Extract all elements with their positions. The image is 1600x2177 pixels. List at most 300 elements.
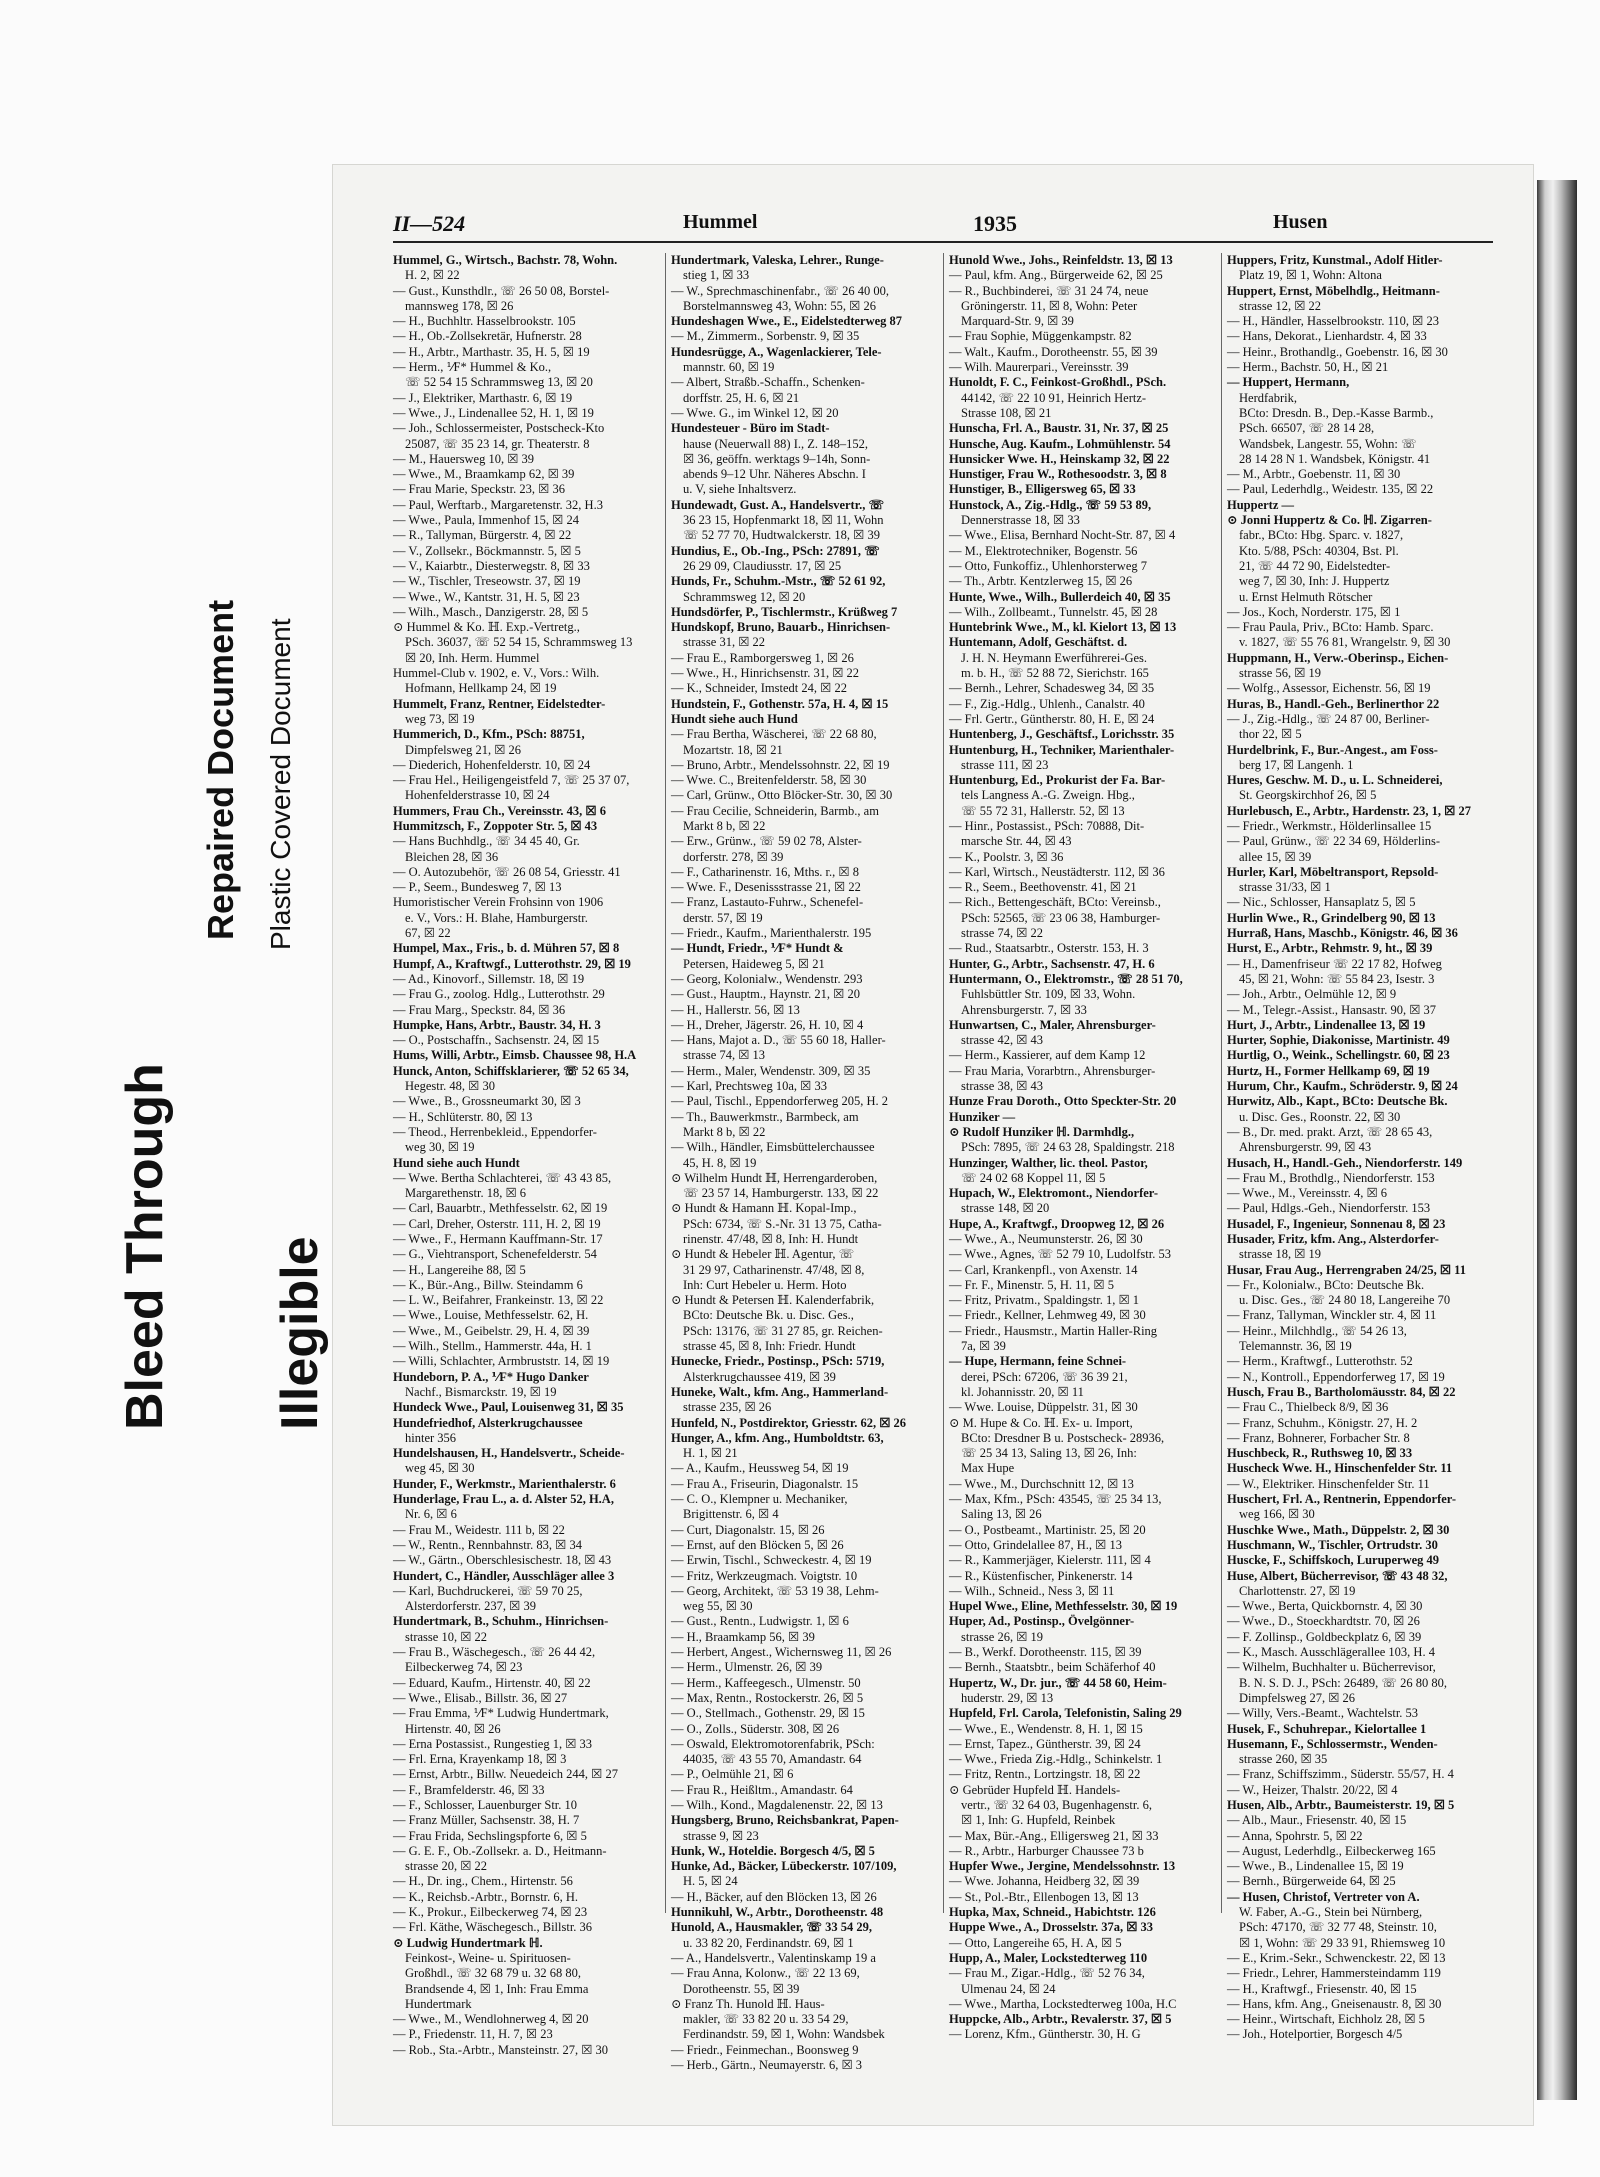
directory-entry-line: Hundertmark, Valeska, Lehrer., Runge- [671,253,884,267]
directory-entry-line: — Joh., Schlossermeister, Postscheck-Kto [393,421,605,436]
directory-entry-line: Huppmann, H., Verw.-Oberinsp., Eichen- [1227,650,1449,665]
directory-entry-line: Hundertmark [405,1996,472,2011]
directory-entry-line: Hurwitz, Alb., Kapt., BCto: Deutsche Bk. [1227,1094,1448,1109]
directory-entry-line: Humpel, Max., Fris., b. d. Mühren 57, ☒ 8 [393,941,620,956]
directory-entry-line: — Rob., Sta.-Arbtr., Mansteinstr. 27, ☒ 30 [393,2042,609,2057]
directory-entry-line: 7a, ☒ 39 [961,1339,1006,1354]
directory-entry-line: mannsweg 178, ☒ 26 [405,298,514,313]
directory-entry-line: — Wwe., Elisa, Bernhard Nocht-Str. 87, ☒ 4 [949,528,1176,543]
directory-entry-line: Ahrensburgerstr. 99, ☒ 43 [1239,1140,1372,1155]
directory-entry-line: — Frau Paula, Priv., BCto: Hamb. Sparc. [1227,620,1434,635]
directory-entry-line: Wandsbek, Langestr. 55, Wohn: ☏ [1239,436,1417,451]
directory-entry-line: Hupka, Max, Schneid., Habichtstr. 126 [949,1905,1156,1920]
directory-entry-line: — H., Damenfriseur ☏ 22 17 82, Hofweg [1227,956,1442,971]
directory-entry-line: Husadel, F., Ingenieur, Sonnenau 8, ☒ 23 [1227,1216,1446,1231]
directory-entry-line: Eilbeckerweg 74, ☒ 23 [405,1660,523,1675]
directory-entry-line: Hungsberg, Bruno, Reichsbankrat, Papen- [671,1813,899,1828]
directory-entry-line: dorffstr. 25, H. 6, ☒ 21 [683,390,800,405]
directory-entry-line: PSch: 52565, ☏ 23 06 38, Hamburger- [961,910,1161,925]
directory-entry-line: — Franz, Lastauto-Fuhrw., Schenefel- [671,895,864,910]
directory-entry-line: Humpke, Hans, Arbtr., Baustr. 34, H. 3 [393,1017,601,1032]
directory-entry-line: BCto: Dresdner B u. Postscheck- 28936, [961,1430,1165,1445]
directory-entry-line: strasse 38, ☒ 43 [961,1079,1044,1094]
directory-entry-line: PSch: 13176, ☏ 31 27 85, gr. Reichen- [683,1323,883,1338]
directory-entry-line: makler, ☏ 33 82 20 u. 33 54 29, [683,2012,849,2027]
directory-entry-line: Huntenburg, H., Techniker, Marienthaler- [949,742,1175,757]
directory-entry-line: — O., Stellmach., Gothenstr. 29, ☒ 15 [671,1706,865,1721]
directory-entry-line: Brandsende 4, ☒ 1, Inh: Frau Emma [405,1981,589,1996]
directory-entry-line: u. 33 82 20, Ferdinandstr. 69, ☒ 1 [683,1935,854,1950]
directory-entry-line: — Ernst, Arbtr., Billw. Neuedeich 244, ☒ 27 [393,1767,618,1782]
directory-entry-line: — Fritz, Privatm., Spaldingstr. 1, ☒ 1 [949,1293,1140,1308]
directory-entry-line: Hundeck Wwe., Paul, Louisenweg 31, ☒ 35 [393,1400,624,1415]
directory-entry-line: Huppertz — [1227,497,1295,512]
directory-entry-line: — Wilh., Zollbeamt., Tunnelstr. 45, ☒ 28 [949,604,1158,619]
directory-entry-line: Hummelt, Franz, Rentner, Eidelstedter- [393,696,606,711]
directory-entry-line: Husch, Frau B., Bartholomäusstr. 84, ☒ 22 [1227,1384,1456,1399]
directory-entry-line: Hums, Willi, Arbtr., Eimsb. Chaussee 98, H.A [393,1048,637,1063]
directory-entry-line: — Heinr., Wirtschaft, Eichholz 28, ☒ 5 [1227,2012,1425,2027]
directory-entry-line: ☒ 1, Wohn: ☏ 29 33 91, Rhiemsweg 10 [1239,1935,1446,1950]
directory-entry-line: u. V, siehe Inhaltsverz. [683,482,797,497]
directory-entry-line: — Frau M., Brothdlg., Niendorferstr. 153 [1227,1170,1435,1185]
directory-entry-line: Inh: Curt Hebeler u. Herm. Hoto [683,1277,847,1292]
directory-entry-line: — V., Zollsekr., Böckmannstr. 5, ☒ 5 [393,543,581,558]
directory-entry-line: — Wilh., Händler, Eimsbüttelerchaussee [671,1140,875,1155]
directory-entry-line: 21, ☏ 44 72 90, Eidelstedter- [1239,558,1391,573]
directory-entry-line: — Nic., Schlosser, Hansaplatz 5, ☒ 5 [1227,895,1416,910]
directory-entry-line: Hunder, F., Werkmstr., Marienthalerstr. 6 [393,1476,616,1491]
directory-entry-line: Hupfeld, Frl. Carola, Telefonistin, Saling 29 [949,1706,1182,1721]
directory-entry-line: — Frau Marg., Speckstr. 84, ☒ 36 [393,1002,566,1017]
directory-entry-line: — Paul, Hdlgs.-Geh., Niendorferstr. 153 [1227,1201,1431,1216]
directory-entry-line: Huse, Albert, Bücherrevisor, ☏ 43 48 32, [1227,1568,1448,1583]
directory-entry-line: — Otto, Grindelallee 87, H., ☒ 13 [949,1537,1122,1552]
directory-entry-line: weg 30, ☒ 19 [405,1140,475,1155]
directory-entry-line: — K., Masch. Ausschlägerallee 103, H. 4 [1227,1645,1435,1660]
header-last-entry: Husen [1273,211,1328,233]
directory-entry-line: Dennerstrasse 18, ☒ 33 [961,513,1080,528]
directory-entry-line: — Erwin, Tischl., Schweckestr. 4, ☒ 19 [671,1553,872,1568]
directory-entry-line: — V., Kaiarbtr., Diesterwegstr. 8, ☒ 33 [393,558,590,573]
directory-entry-line: — Frl. Gertr., Güntherstr. 80, H. E, ☒ 24 [949,711,1155,726]
directory-entry-line: ⊙ Hummel & Ko. ℍ. Exp.-Vertretg., [393,620,580,635]
directory-entry-line: strasse 9, ☒ 23 [683,1828,759,1843]
directory-entry-line: — Paul, Lederhdlg., Weidestr. 135, ☒ 22 [1227,482,1434,497]
directory-entry-line: Hunter, G., Arbtr., Sachsenstr. 47, H. 6 [949,956,1155,971]
directory-entry-line: Hunk, W., Hoteldie. Borgesch 4/5, ☒ 5 [671,1843,875,1858]
directory-entry-line: — R., Seem., Beethovenstr. 41, ☒ 21 [949,880,1137,895]
directory-entry-line: rinenstr. 47/48, ☒ 8, Inh: H. Hundt [683,1232,859,1246]
directory-entry-line: Hunds, Fr., Schuhm.-Mstr., ☏ 52 61 92, [671,574,886,589]
directory-entry-line: — Fr., Kolonialw., BCto: Deutsche Bk. [1227,1277,1425,1292]
directory-entry-line: — Hinr., Postassist., PSch: 70888, Dit- [949,818,1145,833]
directory-entry-line: — K., Prokur., Eilbeckerweg 74, ☒ 23 [393,1905,588,1920]
directory-entry-line: — R., Buchbinderei, ☏ 31 24 74, neue [949,283,1149,298]
directory-entry-line: — Hans, Dekorat., Lienhardstr. 4, ☒ 33 [1227,329,1427,344]
directory-entry-line: — Otto, Funkoffiz., Uhlenhorsterweg 7 [949,558,1148,573]
directory-entry-line: — Carl, Dreher, Osterstr. 111, H. 2, ☒ 19 [393,1216,601,1231]
directory-entry-line: kl. Johannisstr. 20, ☒ 11 [961,1384,1084,1399]
directory-entry-line: Hunzinger, Walther, lic. theol. Pastor, [949,1155,1148,1170]
directory-entry-line: ⊙ Gebrüder Hupfeld ℍ. Handels- [949,1782,1121,1797]
directory-entry-line: Hummel, G., Wirtsch., Bachstr. 78, Wohn. [393,253,618,267]
directory-entry-line: St. Georgskirchhof 26, ☒ 5 [1239,788,1377,803]
directory-entry-line: — Paul, Werftarb., Margaretenstr. 32, H.3 [393,497,603,512]
directory-entry-line: — W., Gärtn., Oberschlesischestr. 18, ☒ 43 [393,1553,612,1568]
directory-entry-line: — Husen, Christof, Vertreter von A. [1227,1889,1420,1904]
directory-entry-line: — Heinr., Milchhdlg., ☏ 54 26 13, [1227,1323,1407,1338]
directory-entry-line: Hunziker — [949,1109,1016,1124]
directory-entry-line: Hundesrügge, A., Wagenlackierer, Tele- [671,344,882,359]
directory-entry-line: — W., Heizer, Thalstr. 20/22, ☒ 4 [1227,1782,1398,1797]
directory-entry-line: — Fr. F., Minenstr. 5, H. 11, ☒ 5 [949,1277,1114,1292]
directory-entry-line: Huppe Wwe., A., Drosselstr. 37a, ☒ 33 [949,1920,1154,1935]
directory-entry-line: 31 29 97, Catharinenstr. 47/48, ☒ 8, [683,1262,865,1277]
directory-entry-line: — Wilh., Stellm., Hammerstr. 44a, H. 1 [393,1339,592,1354]
directory-entry-line: — H., Schlüterstr. 80, ☒ 13 [393,1109,533,1124]
directory-entry-line: — Willi, Schlachter, Armbruststr. 14, ☒ 19 [393,1354,610,1369]
directory-column-4 [1227,253,1495,2042]
directory-entry-line: — Paul, Grünw., ☏ 22 34 69, Hölderlins- [1227,834,1441,849]
directory-entry-line: — Fritz, Rentn., Lortzingstr. 18, ☒ 22 [949,1767,1141,1782]
directory-entry-line: — Hans, Majot a. D., ☏ 55 60 18, Haller- [671,1033,886,1048]
directory-entry-line: — Wwe. Bertha Schlachterei, ☏ 43 43 85, [393,1170,612,1185]
directory-entry-line: — Jos., Koch, Norderstr. 175, ☒ 1 [1227,604,1401,619]
directory-entry-line: Huntenburg, Ed., Prokurist der Fa. Bar- [949,773,1166,788]
directory-entry-line: Husen, Alb., Arbtr., Baumeisterstr. 19, ☒ 5 [1227,1797,1455,1812]
directory-entry-line: — Franz, Schiffszimm., Süderstr. 55/57, H. 4 [1227,1767,1454,1782]
directory-entry-line: ☒ 36, geöffn. werktags 9–14h, Sonn- [683,451,871,466]
directory-entry-line: — R., Arbtr., Harburger Chaussee 73 b [949,1843,1144,1858]
annotation-labels [95,420,329,1470]
directory-entry-line: PSch. 66507, ☏ 28 14 28, [1239,421,1375,436]
directory-entry-line: — Frau Sophie, Müggenkampstr. 82 [949,329,1132,344]
directory-entry-line: — H., Ob.-Zollsekretär, Hufnerstr. 28 [393,329,582,344]
directory-entry-line: Hunold Wwe., Johs., Reinfeldstr. 13, ☒ 13 [949,253,1173,267]
directory-entry-line: — W., Tischler, Treseowstr. 37, ☒ 19 [393,574,581,589]
directory-entry-line: Hohenfelderstrasse 10, ☒ 24 [405,788,550,803]
directory-entry-line: strasse 31/33, ☒ 1 [1239,880,1331,895]
directory-entry-line: v. 1827, ☏ 55 76 81, Wrangelstr. 9, ☒ 30 [1239,635,1451,650]
directory-entry-line: — N., Kontroll., Eppendorferweg 17, ☒ 19 [1227,1369,1445,1384]
directory-entry-line: — A., Handelsvertr., Valentinskamp 19 a [671,1950,876,1965]
directory-entry-line: ☒ 1, Inh: G. Hupfeld, Reinbek [961,1813,1116,1828]
directory-entry-line: Hunck, Anton, Schiffsklarierer, ☏ 52 65 34, [393,1063,629,1078]
directory-entry-line: — Wilhelm, Buchhalter u. Bücherrevisor, [1227,1660,1436,1675]
directory-entry-line: Ferdinandstr. 59, ☒ 1, Wohn: Wandsbek [683,2027,885,2042]
directory-entry-line: — M., Hauersweg 10, ☒ 39 [393,451,535,466]
directory-entry-line: Humpf, A., Kraftwgf., Lutterothstr. 29, ☒ 19 [393,956,631,971]
directory-entry-line: strasse 260, ☒ 35 [1239,1752,1328,1767]
directory-entry-line: Huscheck Wwe. H., Hinschenfelder Str. 11 [1227,1461,1453,1476]
directory-entry-line: 36 23 15, Hopfenmarkt 18, ☒ 11, Wohn [683,513,884,528]
directory-entry-line: Hundelshausen, H., Handelsvertr., Scheide- [393,1446,625,1461]
directory-entry-line: Mozartstr. 18, ☒ 21 [683,742,783,757]
directory-column-3 [949,253,1217,2042]
directory-entry-line: — F., Schlosser, Lauenburger Str. 10 [393,1797,578,1812]
directory-entry-line: Huntemann, Adolf, Geschäftst. d. [949,635,1128,650]
directory-entry-line: u. Disc. Ges., Roonstr. 22, ☒ 30 [1239,1109,1401,1124]
directory-entry-line: Hurraß, Hans, Maschb., Königstr. 46, ☒ 36 [1227,926,1458,941]
directory-entry-line: berg 17, ☒ Langenh. 1 [1239,757,1354,772]
directory-entry-line: — Herm., Kassierer, auf dem Kamp 12 [949,1048,1146,1063]
directory-entry-line: Huppcke, Alb., Arbtr., Revalerstr. 37, ☒ 5 [949,2012,1172,2027]
directory-entry-line: — G. E. F., Ob.-Zollsekr. a. D., Heitmann- [393,1843,607,1858]
directory-entry-line: Hunte, Wwe., Wilh., Bullerdeich 40, ☒ 35 [949,589,1171,604]
header-year: 1935 [973,211,1017,236]
directory-entry-line: — W., Elektriker. Hinschenfelder Str. 11 [1227,1476,1430,1491]
directory-entry-line: Hunger, A., kfm. Ang., Humboldtstr. 63, [671,1430,884,1445]
directory-entry-line: Hummel-Club v. 1902, e. V., Vors.: Wilh. [393,666,600,681]
directory-entry-line: Dimpfelsweg 27, ☒ 26 [1239,1690,1356,1705]
directory-entry-line: B. N. S. D. J., PSch: 26489, ☏ 26 80 80, [1239,1675,1448,1690]
directory-entry-line: Hurum, Chr., Kaufm., Schröderstr. 9, ☒ 24 [1227,1079,1458,1094]
directory-entry-line: — Theod., Herrenbekleid., Eppendorfer- [393,1124,597,1139]
directory-entry-line: — Lorenz, Kfm., Güntherstr. 30, H. G [949,2027,1141,2042]
directory-entry-line: Platz 19, ☒ 1, Wohn: Altona [1239,268,1382,283]
directory-entry-line: Huscke, F., Schiffskoch, Luruperweg 49 [1227,1553,1440,1568]
directory-entry-line: Hundefriedhof, Alsterkrugchaussee [393,1415,583,1430]
directory-entry-line: — Friedr., Lehrer, Hammersteindamm 119 [1227,1966,1441,1981]
directory-entry-line: — Frau Marie, Speckstr. 23, ☒ 36 [393,482,565,497]
directory-entry-line: tels Langness A.-G. Zweign. Hbg., [961,788,1135,803]
directory-entry-line: — Wwe. G., im Winkel 12, ☒ 20 [671,405,839,420]
directory-entry-line: — Gust., Rentn., Ludwigstr. 1, ☒ 6 [671,1614,849,1629]
directory-entry-line: thor 22, ☒ 5 [1239,727,1302,742]
directory-entry-line: J. H. N. Heymann Ewerführerei-Ges. [961,650,1148,665]
directory-entry-line: — Franz, Bohnerer, Forbacher Str. 8 [1227,1430,1410,1445]
directory-entry-line: Hundertmark, B., Schuhm., Hinrichsen- [393,1614,609,1629]
directory-entry-line: allee 15, ☒ 39 [1239,849,1312,864]
directory-entry-line: — H., Dreher, Jägerstr. 26, H. 10, ☒ 4 [671,1017,864,1032]
directory-entry-line: — Wwe., M., Braamkamp 62, ☒ 39 [393,467,575,482]
directory-entry-line: — Herm., Maler, Wendenstr. 309, ☒ 35 [671,1063,871,1078]
directory-entry-line: — Fritz, Werkzeugmach. Voigtstr. 10 [671,1568,858,1583]
directory-entry-line: — Max, Bür.-Ang., Elligersweg 21, ☒ 33 [949,1828,1159,1843]
directory-entry-line: — Frl. Käthe, Wäschegesch., Billstr. 36 [393,1920,593,1935]
directory-entry-line: weg 45, ☒ 30 [405,1461,475,1476]
directory-entry-line: Großhdl., ☏ 32 68 79 u. 32 68 80, [405,1966,582,1981]
directory-entry-line: — August, Lederhdlg., Eilbeckerweg 165 [1227,1843,1436,1858]
directory-entry-line: — Wwe., Frieda Zig.-Hdlg., Schinkelstr. 1 [949,1752,1163,1767]
directory-entry-line: Huschmann, W., Tischler, Ortrudstr. 30 [1227,1537,1438,1552]
directory-entry-line: ⊙ Ludwig Hundertmark ℍ. [393,1935,543,1950]
directory-entry-line: — Herm., Kaffeegesch., Ulmenstr. 50 [671,1675,861,1690]
directory-entry-line: — Gust., Kunsthdlr., ☏ 26 50 08, Borstel- [393,283,610,298]
directory-entry-line: Hegestr. 48, ☒ 30 [405,1079,496,1094]
directory-entry-line: Ahrensburgerstr. 7, ☒ 33 [961,1002,1087,1017]
directory-entry-line: — Wwe., B., Grossneumarkt 30, ☒ 3 [393,1094,581,1109]
directory-entry-line: Huschke Wwe., Math., Düppelstr. 2, ☒ 30 [1227,1522,1450,1537]
directory-entry-line: strasse 74, ☒ 13 [683,1048,766,1063]
directory-entry-line: — Frau M., Zigar.-Hdlg., ☏ 52 76 34, [949,1966,1145,1981]
directory-entry-line: — Wwe., M., Geibelstr. 29, H. 4, ☒ 39 [393,1323,590,1338]
directory-entry-line: BCto: Dresdn. B., Dep.-Kasse Barmb., [1239,405,1434,420]
directory-entry-line: — Hans, kfm. Ang., Gneisenaustr. 8, ☒ 30 [1227,1996,1442,2011]
directory-entry-line: strasse 26, ☒ 19 [961,1629,1044,1644]
directory-entry-line: — Wwe., M., Durchschnitt 12, ☒ 13 [949,1476,1134,1491]
directory-entry-line: — Hundt, Friedr., ⅟F* Hundt & [671,941,844,956]
directory-entry-line: — Wwe., J., Lindenallee 52, H. 1, ☒ 19 [393,405,594,420]
directory-entry-line: Husach, H., Handl.-Geh., Niendorferstr. 149 [1227,1155,1463,1170]
directory-entry-line: — M., Arbtr., Goebenstr. 11, ☒ 30 [1227,467,1401,482]
illegible-label: Illegible [271,1236,329,1430]
directory-entry-line: hinter 356 [405,1430,457,1445]
directory-entry-line: — G., Viehtransport, Schenefelderstr. 54 [393,1247,597,1262]
directory-entry-line: Hofmann, Hellkamp 24, ☒ 19 [405,681,557,696]
directory-entry-line: — Georg, Kolonialw., Wendenstr. 293 [671,971,863,986]
directory-entry-line: 28 14 28 N 1. Wandsbek, Königstr. 41 [1239,451,1431,466]
directory-entry-line: Hurt, J., Arbtr., Lindenallee 13, ☒ 19 [1227,1017,1426,1032]
directory-entry-line: strasse 31, ☒ 22 [683,635,766,650]
directory-entry-line: ⊙ Hundt & Hamann ℍ. Kopal-Imp., [671,1201,857,1216]
directory-entry-line: — Georg, Architekt, ☏ 53 19 38, Lehm- [671,1583,879,1598]
directory-entry-line: — Wwe., Agnes, ☏ 52 79 10, Ludolfstr. 53 [949,1247,1171,1262]
directory-entry-line: — Carl, Bauarbtr., Methfesselstr. 62, ☒ 19 [393,1201,608,1216]
directory-entry-line: Husader, Fritz, kfm. Ang., Alsterdorfer- [1227,1232,1439,1246]
directory-entry-line: — Frau Emma, ⅟F* Ludwig Hundertmark, [393,1706,609,1721]
directory-entry-line: strasse 12, ☒ 22 [1239,298,1322,313]
directory-entry-line: — E., Krim.-Sekr., Schwenckestr. 22, ☒ 13 [1227,1950,1446,1965]
directory-entry-line: — Erw., Grünw., ☏ 59 02 78, Alster- [671,834,862,849]
directory-entry-line: Huntebrink Wwe., M., kl. Kielort 13, ☒ 13 [949,620,1177,635]
directory-entry-line: — J., Elektriker, Marthastr. 6, ☒ 19 [393,390,573,405]
directory-entry-line: — Frau B., Wäschegesch., ☏ 26 44 42, [393,1645,596,1660]
directory-entry-line: — Wwe., D., Stoeckhardtstr. 70, ☒ 26 [1227,1614,1420,1629]
directory-entry-line: Hupel Wwe., Eline, Methfesselstr. 30, ☒ 19 [949,1599,1178,1614]
directory-entry-line: — Herbert, Angest., Wichernsweg 11, ☒ 26 [671,1645,892,1660]
directory-entry-line: 45, H. 8, ☒ 19 [683,1155,757,1170]
directory-entry-line: Hunsicker Wwe. H., Heinskamp 32, ☒ 22 [949,451,1170,466]
directory-entry-line: strasse 10, ☒ 22 [405,1629,488,1644]
directory-entry-line: — Hans Buchhdlg., ☏ 34 45 40, Gr. [393,834,580,849]
directory-entry-line: — Friedr., Kaufm., Marienthalerstr. 195 [671,926,872,941]
directory-entry-line: — F., Zig.-Hdlg., Uhlenh., Canalstr. 40 [949,696,1145,711]
directory-entry-line: — Paul, Tischl., Eppendorferweg 205, H. 2 [671,1094,888,1109]
directory-entry-line: — Wilh., Kond., Magdalenenstr. 22, ☒ 13 [671,1797,883,1812]
directory-entry-line: Markt 8 b, ☒ 22 [683,818,766,833]
directory-entry-line: fabr., BCto: Hbg. Sparc. v. 1827, [1239,528,1404,543]
directory-entry-line: — Anna, Spohrstr. 5, ☒ 22 [1227,1828,1363,1843]
directory-entry-line: Hummitzsch, F., Zoppoter Str. 5, ☒ 43 [393,818,598,833]
directory-entry-line: derei, PSch: 67206, ☏ 36 39 21, [961,1369,1128,1384]
directory-entry-line: — J., Zig.-Hdlg., ☏ 24 87 00, Berliner- [1227,711,1430,726]
directory-entry-line: Dimpfelsweg 21, ☒ 26 [405,742,522,757]
directory-entry-line: Hummerich, D., Kfm., PSch: 88751, [393,727,585,742]
directory-entry-line: ☏ 25 34 13, Saling 13, ☒ 26, Inh: [961,1446,1137,1461]
directory-entry-line: — St., Pol.-Btr., Ellenbogen 13, ☒ 13 [949,1889,1139,1904]
directory-entry-line: Huppers, Fritz, Kunstmal., Adolf Hitler- [1227,253,1443,267]
directory-entry-line: — Oswald, Elektromotorenfabrik, PSch: [671,1736,875,1751]
directory-entry-line: Feinkost-, Weine- u. Spirituosen- [405,1950,571,1965]
directory-entry-line: — Wwe., Berta, Quickbornstr. 4, ☒ 30 [1227,1599,1423,1614]
directory-entry-line: Hundskopf, Bruno, Bauarb., Hinrichsen- [671,620,891,635]
directory-entry-line: Hunfeld, N., Postdirektor, Griesstr. 62, ☒ 26 [671,1415,907,1430]
directory-entry-line: — B., Werkf. Dorotheenstr. 115, ☒ 39 [949,1645,1142,1660]
directory-entry-line: — R., Tallyman, Bürgerstr. 4, ☒ 22 [393,528,572,543]
directory-entry-line: — Erna Postassist., Rungestieg 1, ☒ 33 [393,1736,593,1751]
directory-entry-line: — Frau Hel., Heiligengeistfeld 7, ☏ 25 37 07, [393,773,630,788]
directory-entry-line: — Herm., Kraftwgf., Lutterothstr. 52 [1227,1354,1413,1369]
directory-entry-line: — Frau Maria, Vorarbtrn., Ahrensburger- [949,1063,1156,1078]
directory-entry-line: — B., Dr. med. prakt. Arzt, ☏ 28 65 43, [1227,1124,1433,1139]
directory-entry-line: ⊙ Jonni Huppertz & Co. ℍ. Zigarren- [1227,513,1432,528]
directory-entry-line: — Wwe., F., Hermann Kauffmann-Str. 17 [393,1232,603,1246]
directory-entry-line: dorferstr. 278, ☒ 39 [683,849,784,864]
directory-entry-line: — L. W., Beifahrer, Frankeinstr. 13, ☒ 22 [393,1293,604,1308]
directory-entry-line: — Albert, Straßb.-Schaffn., Schenken- [671,375,865,390]
directory-entry-line: Huneke, Walt., kfm. Ang., Hammerland- [671,1384,889,1399]
directory-column-1 [393,253,661,2057]
directory-entry-line: mannstr. 60, ☒ 19 [683,360,775,375]
directory-entry-line: Hunwartsen, C., Maler, Ahrensburger- [949,1017,1156,1032]
directory-entry-line: — Wwe. Louise, Düppelstr. 31, ☒ 30 [949,1400,1138,1415]
directory-entry-line: Hunoldt, F. C., Feinkost-Großhdl., PSch. [949,375,1167,390]
directory-entry-line: — Herb., Gärtn., Neumayerstr. 6, ☒ 3 [671,2058,863,2073]
directory-entry-line: 44035, ☏ 43 55 70, Amandastr. 64 [683,1752,862,1767]
directory-entry-line: — Friedr., Kellner, Lehmweg 49, ☒ 30 [949,1308,1146,1323]
directory-entry-line: — Friedr., Hausmstr., Martin Haller-Ring [949,1323,1158,1338]
directory-entry-line: — Diederich, Hohenfelderstr. 10, ☒ 24 [393,757,591,772]
directory-entry-line: Nachf., Bismarckstr. 19, ☒ 19 [405,1384,557,1399]
directory-entry-line: — Willy, Vers.-Beamt., Wachtelstr. 53 [1227,1706,1419,1721]
directory-entry-line: m. b. H., ☏ 52 88 72, Sierichstr. 165 [961,666,1149,681]
directory-entry-line: — Friedr., Feinmechan., Boonsweg 9 [671,2042,859,2057]
directory-entry-line: ⊙ Hundt & Petersen ℍ. Kalenderfabrik, [671,1293,875,1308]
directory-entry-line: — Karl, Prechtsweg 10a, ☒ 33 [671,1079,827,1094]
directory-entry-line: PSch: 6734, ☏ S.-Nr. 31 13 75, Catha- [683,1216,882,1231]
directory-entry-line: Huschbeck, R., Ruthsweg 10, ☒ 33 [1227,1446,1413,1461]
directory-entry-line: Hurdelbrink, F., Bur.-Angest., am Foss- [1227,742,1438,757]
directory-entry-line: ⊙ Wilhelm Hundt ℍ, Herrengarderoben, [671,1170,878,1185]
directory-entry-line: Hunscha, Frl. A., Baustr. 31, Nr. 37, ☒ 25 [949,421,1169,436]
directory-entry-line: Charlottenstr. 27, ☒ 19 [1239,1583,1356,1598]
directory-entry-line: Hunecke, Friedr., Postinsp., PSch: 5719, [671,1354,885,1369]
directory-entry-line: — Frau E., Ramborgersweg 1, ☒ 26 [671,650,854,665]
directory-entry-line: — Th., Arbtr. Kentzlerweg 15, ☒ 26 [949,574,1133,589]
directory-entry-line: — K., Bür.-Ang., Billw. Steindamm 6 [393,1277,583,1292]
directory-entry-line: — K., Reichsb.-Arbtr., Bornstr. 6, H. [393,1889,579,1904]
directory-entry-line: — Frau Cecilie, Schneiderin, Barmb., am [671,803,879,818]
directory-entry-line: Markt 8 b, ☒ 22 [683,1124,766,1139]
repaired-document-label: Repaired Document [200,599,241,940]
directory-entry-line: H. 2, ☒ 22 [405,268,460,283]
directory-entry-line: Hunnikuhl, W., Arbtr., Dorotheenstr. 48 [671,1905,884,1920]
directory-entry-line: — Walt., Kaufm., Dorotheenstr. 55, ☒ 39 [949,344,1158,359]
directory-entry-line: — Frau C., Thielbeck 8/9, ☒ 36 [1227,1400,1389,1415]
directory-entry-line: — P., Oelmühle 21, ☒ 6 [671,1767,794,1782]
directory-entry-line: — Ernst, Tapez., Güntherstr. 39, ☒ 24 [949,1736,1141,1751]
directory-entry-line: 26 29 09, Claudiusstr. 17, ☒ 25 [683,558,842,573]
directory-entry-line: ☏ 23 57 14, Hamburgerstr. 133, ☒ 22 [683,1186,879,1201]
directory-entry-line: Borstelmannsweg 43, Wohn: 55, ☒ 26 [683,298,876,313]
directory-entry-line: Husar, Frau Aug., Herrengraben 24/25, ☒ 11 [1227,1262,1466,1277]
directory-entry-line: — Frau Bertha, Wäscherei, ☏ 22 68 80, [671,727,877,742]
directory-entry-line: Huper, Ad., Postinsp., Övelgönner- [949,1614,1135,1629]
directory-entry-line: — Huppert, Hermann, [1227,375,1350,390]
page-header [393,205,1493,243]
directory-entry-line: — O., Postbeamt., Martinistr. 25, ☒ 20 [949,1522,1146,1537]
directory-entry-line: — Wwe. Johanna, Heidberg 32, ☒ 39 [949,1874,1140,1889]
directory-entry-line: — Frau A., Friseurin, Diagonalstr. 15 [671,1476,859,1491]
directory-entry-line: ⊙ Hundt & Hebeler ℍ. Agentur, ☏ [671,1247,855,1262]
directory-entry-line: — Wwe. C., Breitenfelderstr. 58, ☒ 30 [671,773,867,788]
directory-entry-line: Hurler, Karl, Möbeltransport, Repsold- [1227,864,1439,879]
directory-entry-line: — Frau R., Heißltm., Amandastr. 64 [671,1782,853,1797]
directory-entry-line: strasse 42, ☒ 43 [961,1033,1044,1048]
directory-entry-line: — Max, Kfm., PSch: 43545, ☏ 25 34 13, [949,1492,1162,1507]
